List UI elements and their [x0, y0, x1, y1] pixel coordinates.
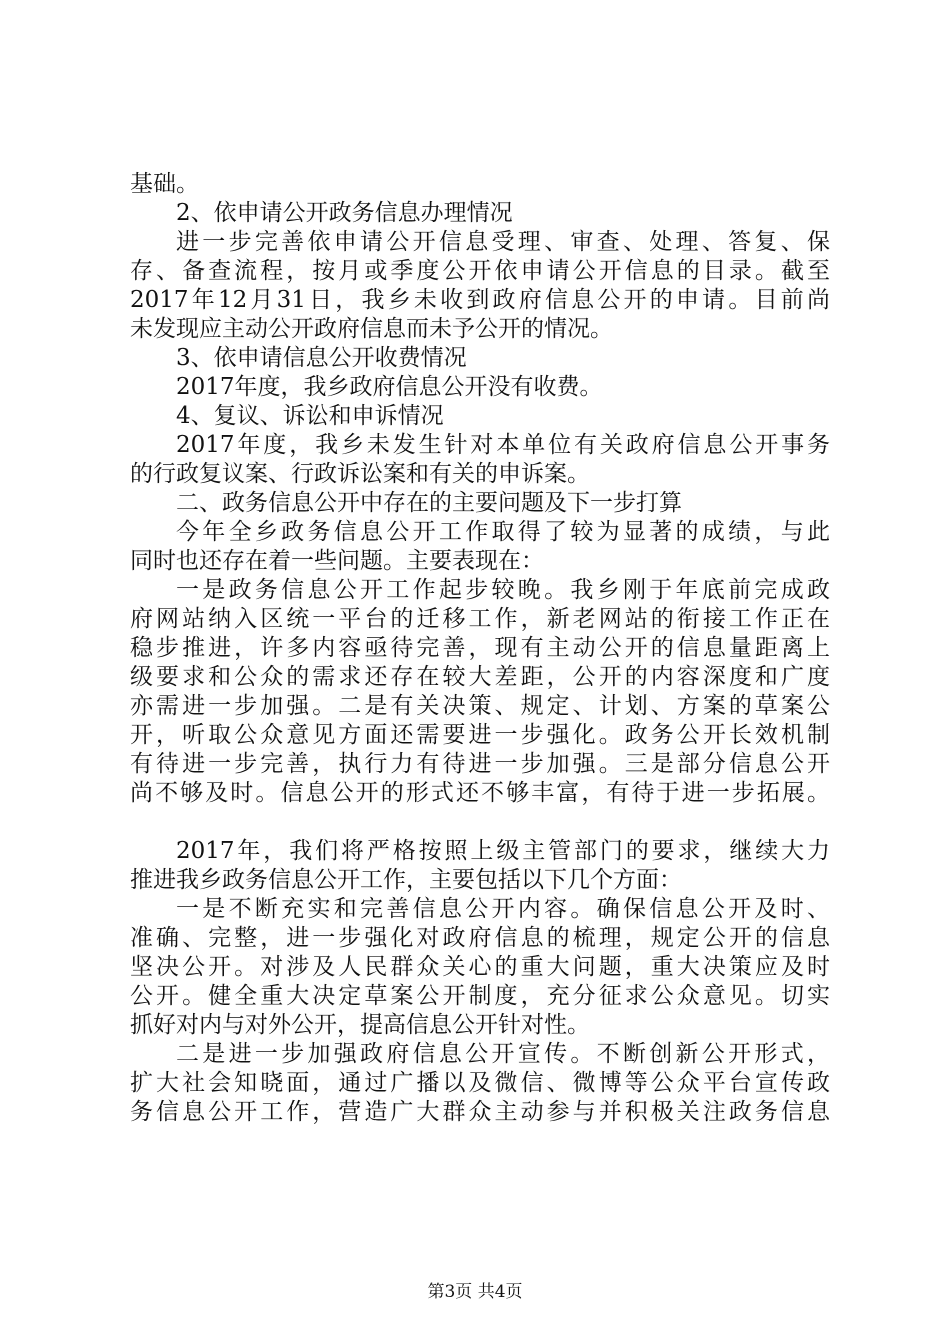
section-heading: 2、依申请公开政务信息办理情况	[176, 200, 513, 226]
section-heading: 3、依申请信息公开收费情况	[176, 345, 467, 371]
paragraph-line: 坚决公开。对涉及人民群众关心的重大问题，重大决策应及时	[130, 954, 830, 980]
paragraph-line: 一是政务信息公开工作起步较晚。我乡刚于年底前完成政	[176, 577, 830, 603]
paragraph-line: 抓好对内与对外公开，提高信息公开针对性。	[130, 1012, 590, 1038]
paragraph-line: 一是不断充实和完善信息公开内容。确保信息公开及时、	[176, 896, 830, 922]
page-number-footer: 第3页 共4页	[427, 1282, 523, 1302]
section-heading: 二、政务信息公开中存在的主要问题及下一步打算	[176, 490, 682, 516]
paragraph-line: 2017年，我们将严格按照上级主管部门的要求，继续大力	[176, 838, 830, 864]
paragraph-line: 开，听取公众意见方面还需要进一步强化。政务公开长效机制	[130, 722, 830, 748]
paragraph-line: 府网站纳入区统一平台的迁移工作，新老网站的衔接工作正在	[130, 606, 830, 632]
paragraph-line: 2017年12月31日，我乡未收到政府信息公开的申请。目前尚	[130, 287, 830, 313]
paragraph-line: 二是进一步加强政府信息公开宣传。不断创新公开形式，	[176, 1041, 830, 1067]
paragraph-line: 2017年度，我乡未发生针对本单位有关政府信息公开事务	[176, 432, 830, 458]
paragraph-line: 尚不够及时。信息公开的形式还不够丰富，有待于进一步拓展。	[130, 780, 830, 806]
paragraph-line: 进一步完善依申请公开信息受理、审查、处理、答复、保	[176, 229, 830, 255]
paragraph-line: 务信息公开工作，营造广大群众主动参与并积极关注政务信息	[130, 1099, 830, 1125]
paragraph-line: 准确、完整，进一步强化对政府信息的梳理，规定公开的信息	[130, 925, 830, 951]
paragraph-line: 今年全乡政务信息公开工作取得了较为显著的成绩，与此	[176, 519, 830, 545]
paragraph-line: 未发现应主动公开政府信息而未予公开的情况。	[130, 316, 613, 342]
paragraph-line: 稳步推进，许多内容亟待完善，现有主动公开的信息量距离上	[130, 635, 830, 661]
section-heading: 4、复议、诉讼和申诉情况	[176, 403, 444, 429]
body-text	[130, 170, 830, 1127]
blank-line	[130, 808, 830, 837]
paragraph-line: 存、备查流程，按月或季度公开依申请公开信息的目录。截至	[130, 258, 830, 284]
paragraph-line: 同时也还存在着一些问题。主要表现在：	[130, 548, 544, 574]
paragraph-line: 扩大社会知晓面，通过广播以及微信、微博等公众平台宣传政	[130, 1070, 830, 1096]
paragraph-line: 推进我乡政务信息公开工作，主要包括以下几个方面：	[130, 867, 682, 893]
paragraph-line: 的行政复议案、行政诉讼案和有关的申诉案。	[130, 461, 590, 487]
paragraph-line: 亦需进一步加强。二是有关决策、规定、计划、方案的草案公	[130, 693, 830, 719]
paragraph-line: 2017年度，我乡政府信息公开没有收费。	[176, 374, 603, 400]
paragraph-line: 有待进一步完善，执行力有待进一步加强。三是部分信息公开	[130, 751, 830, 777]
paragraph-line: 公开。健全重大决定草案公开制度，充分征求公众意见。切实	[130, 983, 830, 1009]
text-line: 基础。	[130, 171, 199, 197]
paragraph-line: 级要求和公众的需求还存在较大差距，公开的内容深度和广度	[130, 664, 830, 690]
